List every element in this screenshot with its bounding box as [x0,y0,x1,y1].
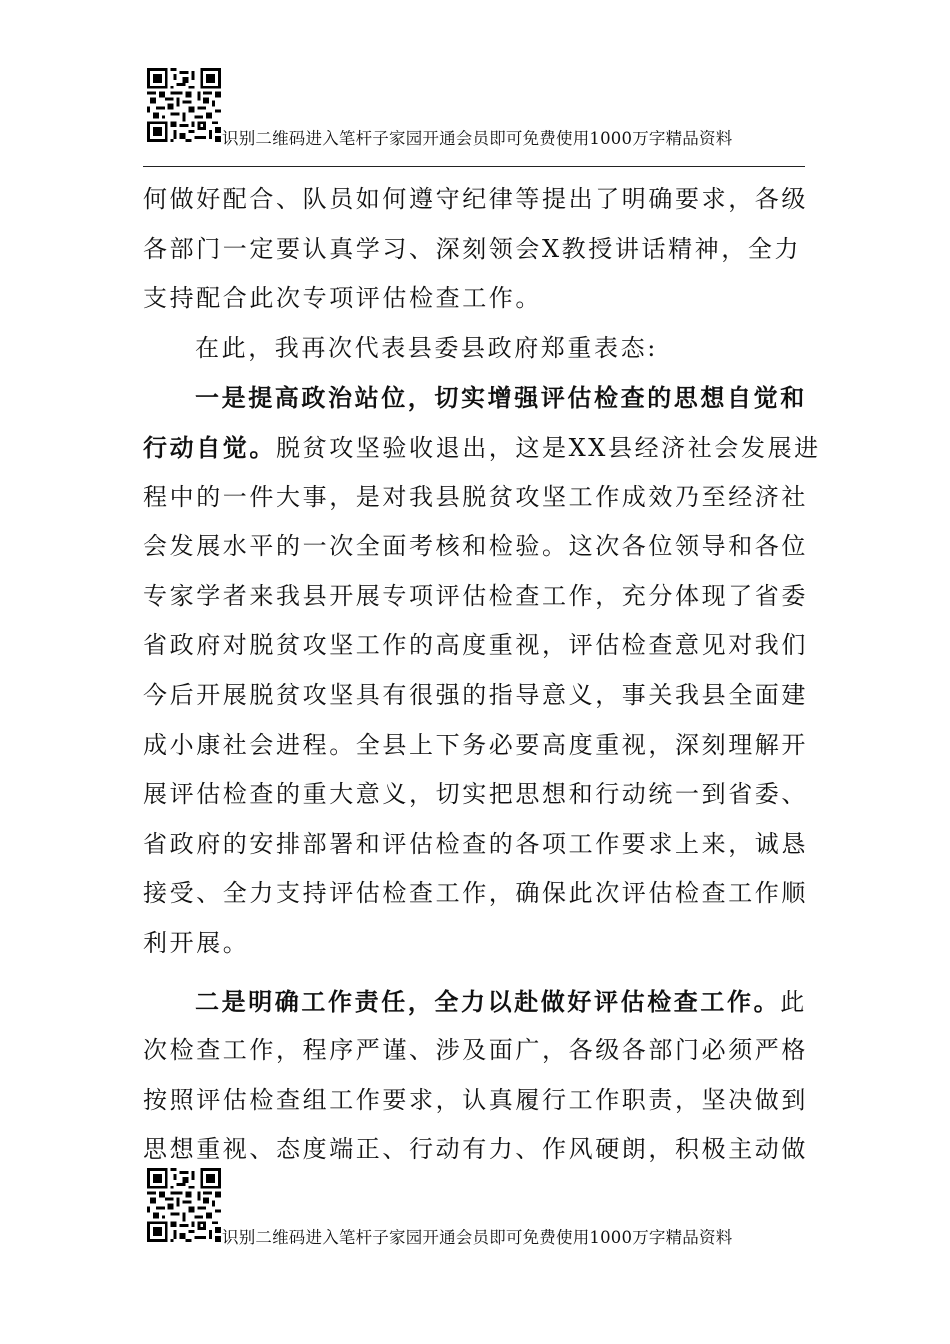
point-two-text: 此 [780,987,807,1016]
body-line: 按照评估检查组工作要求，认真履行工作职责，坚决做到 [143,1085,808,1114]
body-line: 接受、全力支持评估检查工作，确保此次评估检查工作顺 [143,879,808,908]
body-line: 专家学者来我县开展专项评估检查工作，充分体现了省委 [143,581,808,610]
paragraph-gap [143,969,809,977]
point-one-heading: 一是提高政治站位，切实增强评估检查的思想自觉和 [195,383,807,413]
body-line: 省政府对脱贫攻坚工作的高度重视，评估检查意见对我们 [143,631,808,660]
body-line: 程中的一件大事，是对我县脱贫攻坚工作成效乃至经济社 [143,482,808,511]
point-one-text: 脱贫攻坚验收退出，这是XX县经济社会发展进 [276,433,821,462]
body-line: 各部门一定要认真学习、深刻领会X教授讲话精神，全力 [143,234,802,263]
body-line: 支持配合此次专项评估检查工作。 [143,284,542,313]
body-line [143,977,809,1027]
header-qr-code[interactable] [147,68,221,142]
point-two-heading: 二是明确工作责任，全力以赴做好评估检查工作。 [195,986,781,1016]
qr-code-icon [147,68,221,142]
body-line: 展评估检查的重大意义，切实把思想和行动统一到省委、 [143,780,808,809]
body-line: 今后开展脱贫攻坚具有很强的指导意义，事关我县全面建 [143,680,808,709]
body-line: 何做好配合、队员如何遵守纪律等提出了明确要求，各级 [143,185,808,213]
point-one-heading-end: 行动自觉。 [143,432,276,462]
body-line: 思想重视、态度端正、行动有力、作风硬朗，积极主动做 [143,1135,808,1164]
document-body [143,175,821,1175]
body-line: 利开展。 [143,928,250,957]
body-line: 会发展水平的一次全面考核和检验。这次各位领导和各位 [143,532,808,561]
body-line: 次检查工作，程序严谨、涉及面广，各级各部门必须严格 [143,1036,808,1065]
body-line: 省政府的安排部署和评估检查的各项工作要求上来，诚恳 [143,829,808,858]
header-promo-text: 识别二维码进入笔杆子家园开通会员即可免费使用1000万字精品资料 [222,129,733,148]
footer-qr-code[interactable] [147,1168,221,1242]
statement-intro: 在此，我再次代表县委县政府郑重表态: [195,333,658,362]
footer-promo-text: 识别二维码进入笔杆子家园开通会员即可免费使用1000万字精品资料 [222,1228,733,1247]
body-line: 成小康社会进程。全县上下务必要高度重视，深刻理解开 [143,730,808,759]
qr-code-icon [147,1168,221,1242]
header-divider [143,166,805,167]
body-line [143,423,821,473]
